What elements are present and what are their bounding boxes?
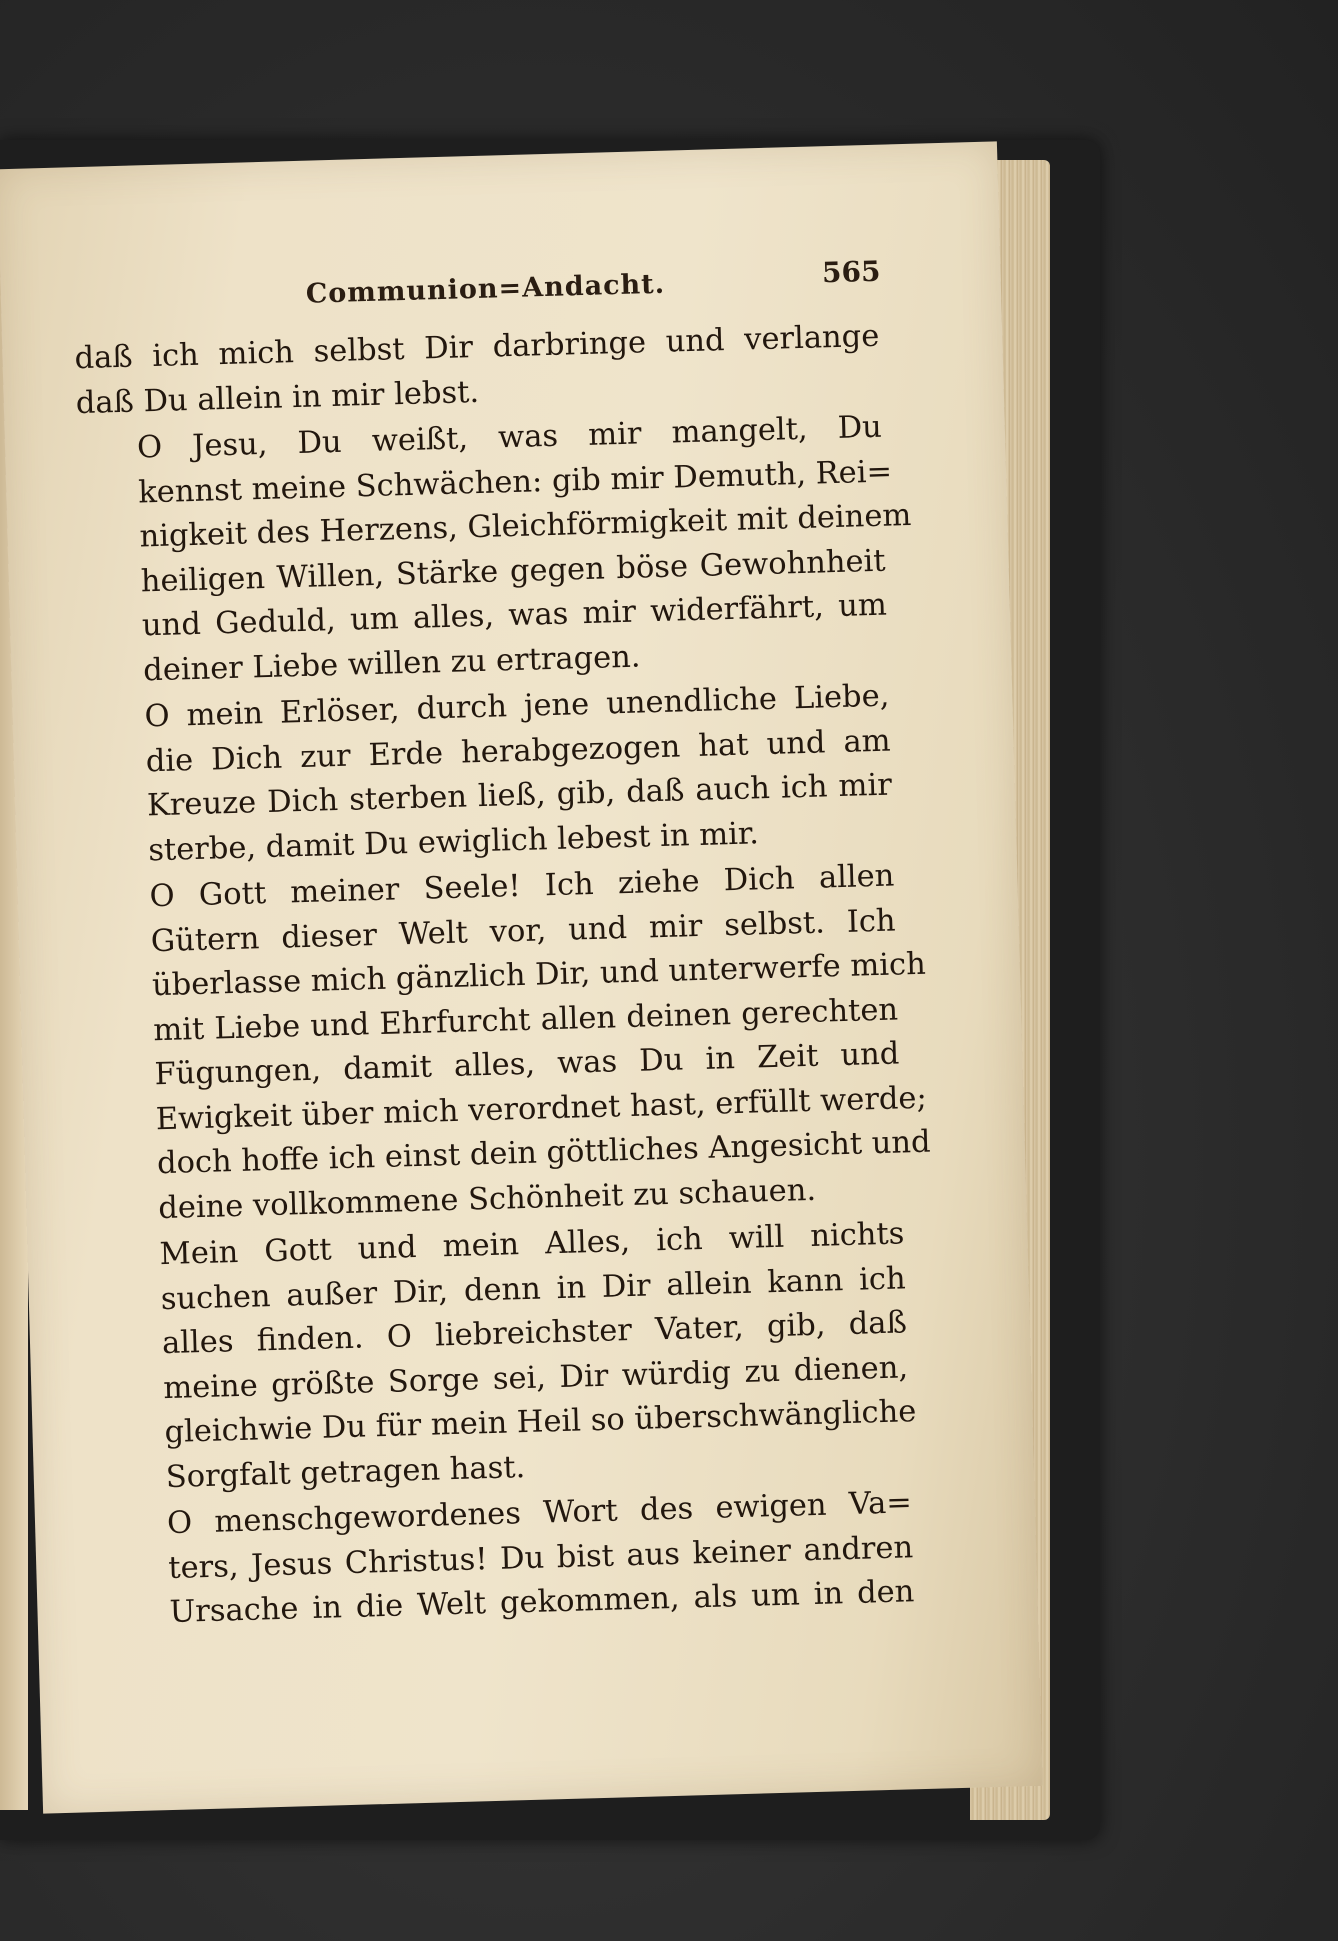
body-text: [74, 315, 932, 1637]
text-line: suchen außer Dir, denn in Dir allein kann ich: [160, 1260, 907, 1317]
text-line: alles finden. O liebreichster Vater, gib, daß: [161, 1305, 908, 1362]
text-line: gleichwie Du für mein Heil so überschwängliche: [164, 1394, 917, 1451]
text-line: Sorgfalt getragen hast.: [165, 1449, 526, 1495]
text-line: O mein Erlöser, durch jene unendliche Liebe,: [144, 678, 890, 735]
text-line: daß Du allein in mir lebst.: [75, 374, 480, 421]
text-line: O Jesu, Du weißt, was mir mangelt, Du: [136, 409, 883, 466]
paragraph: [84, 675, 894, 875]
text-line: doch hoffe ich einst dein göttliches Angesicht und: [156, 1124, 932, 1182]
text-line: und Geduld, um alles, was mir widerfährt, um: [141, 587, 888, 644]
text-line: daß ich mich selbst Dir darbringe und verlange: [74, 318, 880, 377]
text-line: nigkeit des Herzens, Gleichförmigkeit mit deinem: [139, 497, 912, 555]
text-line: ters, Jesus Christus! Du bist aus keiner andren: [167, 1529, 914, 1586]
text-line: O Gott meiner Seele! Ich ziehe Dich allen: [149, 858, 895, 915]
text-line: Kreuze Dich sterben ließ, gib, daß auch ich mir: [146, 767, 893, 824]
paragraph: [76, 406, 912, 695]
text-line: überlasse mich gänzlich Dir, und unterwerfe mich: [151, 946, 927, 1004]
paragraph: [107, 1481, 915, 1637]
text-line: Mein Gott und mein Alles, ich will nichts: [159, 1216, 905, 1273]
text-line: kennst meine Schwächen: gib mir Demuth, Rei=: [137, 453, 893, 510]
paragraph: [99, 1212, 917, 1501]
running-head-title: Communion=Andacht.: [305, 268, 666, 310]
text-line: Gütern dieser Welt vor, und mir selbst. Ich: [150, 902, 897, 959]
text-line: sterbe, damit Du ewiglich lebest in mir.: [147, 815, 760, 868]
text-line: O menschgewordenes Wort des ewigen Va=: [166, 1485, 913, 1542]
paragraph: [89, 855, 932, 1233]
text-line: deiner Liebe willen zu ertragen.: [142, 639, 641, 688]
text-line: Fügungen, damit alles, was Du in Zeit und: [154, 1036, 900, 1093]
text-line: heiligen Willen, Stärke gegen böse Gewohnheit: [140, 543, 886, 599]
text-line: die Dich zur Erde herabgezogen hat und am: [145, 723, 892, 779]
text-line: Ewigkeit über mich verordnet hast, erfüllt werde;: [155, 1080, 928, 1137]
text-line: meine größte Sorge sei, Dir würdig zu dienen,: [162, 1349, 909, 1406]
text-line: Ursache in die Welt gekommen, als um in den: [169, 1574, 915, 1631]
book-page: [0, 141, 1043, 1813]
page-number: 565: [821, 254, 881, 290]
text-line: mit Liebe und Ehrfurcht allen deinen gerechten: [152, 991, 899, 1048]
text-line: deine vollkommene Schönheit zu schauen.: [157, 1172, 817, 1226]
